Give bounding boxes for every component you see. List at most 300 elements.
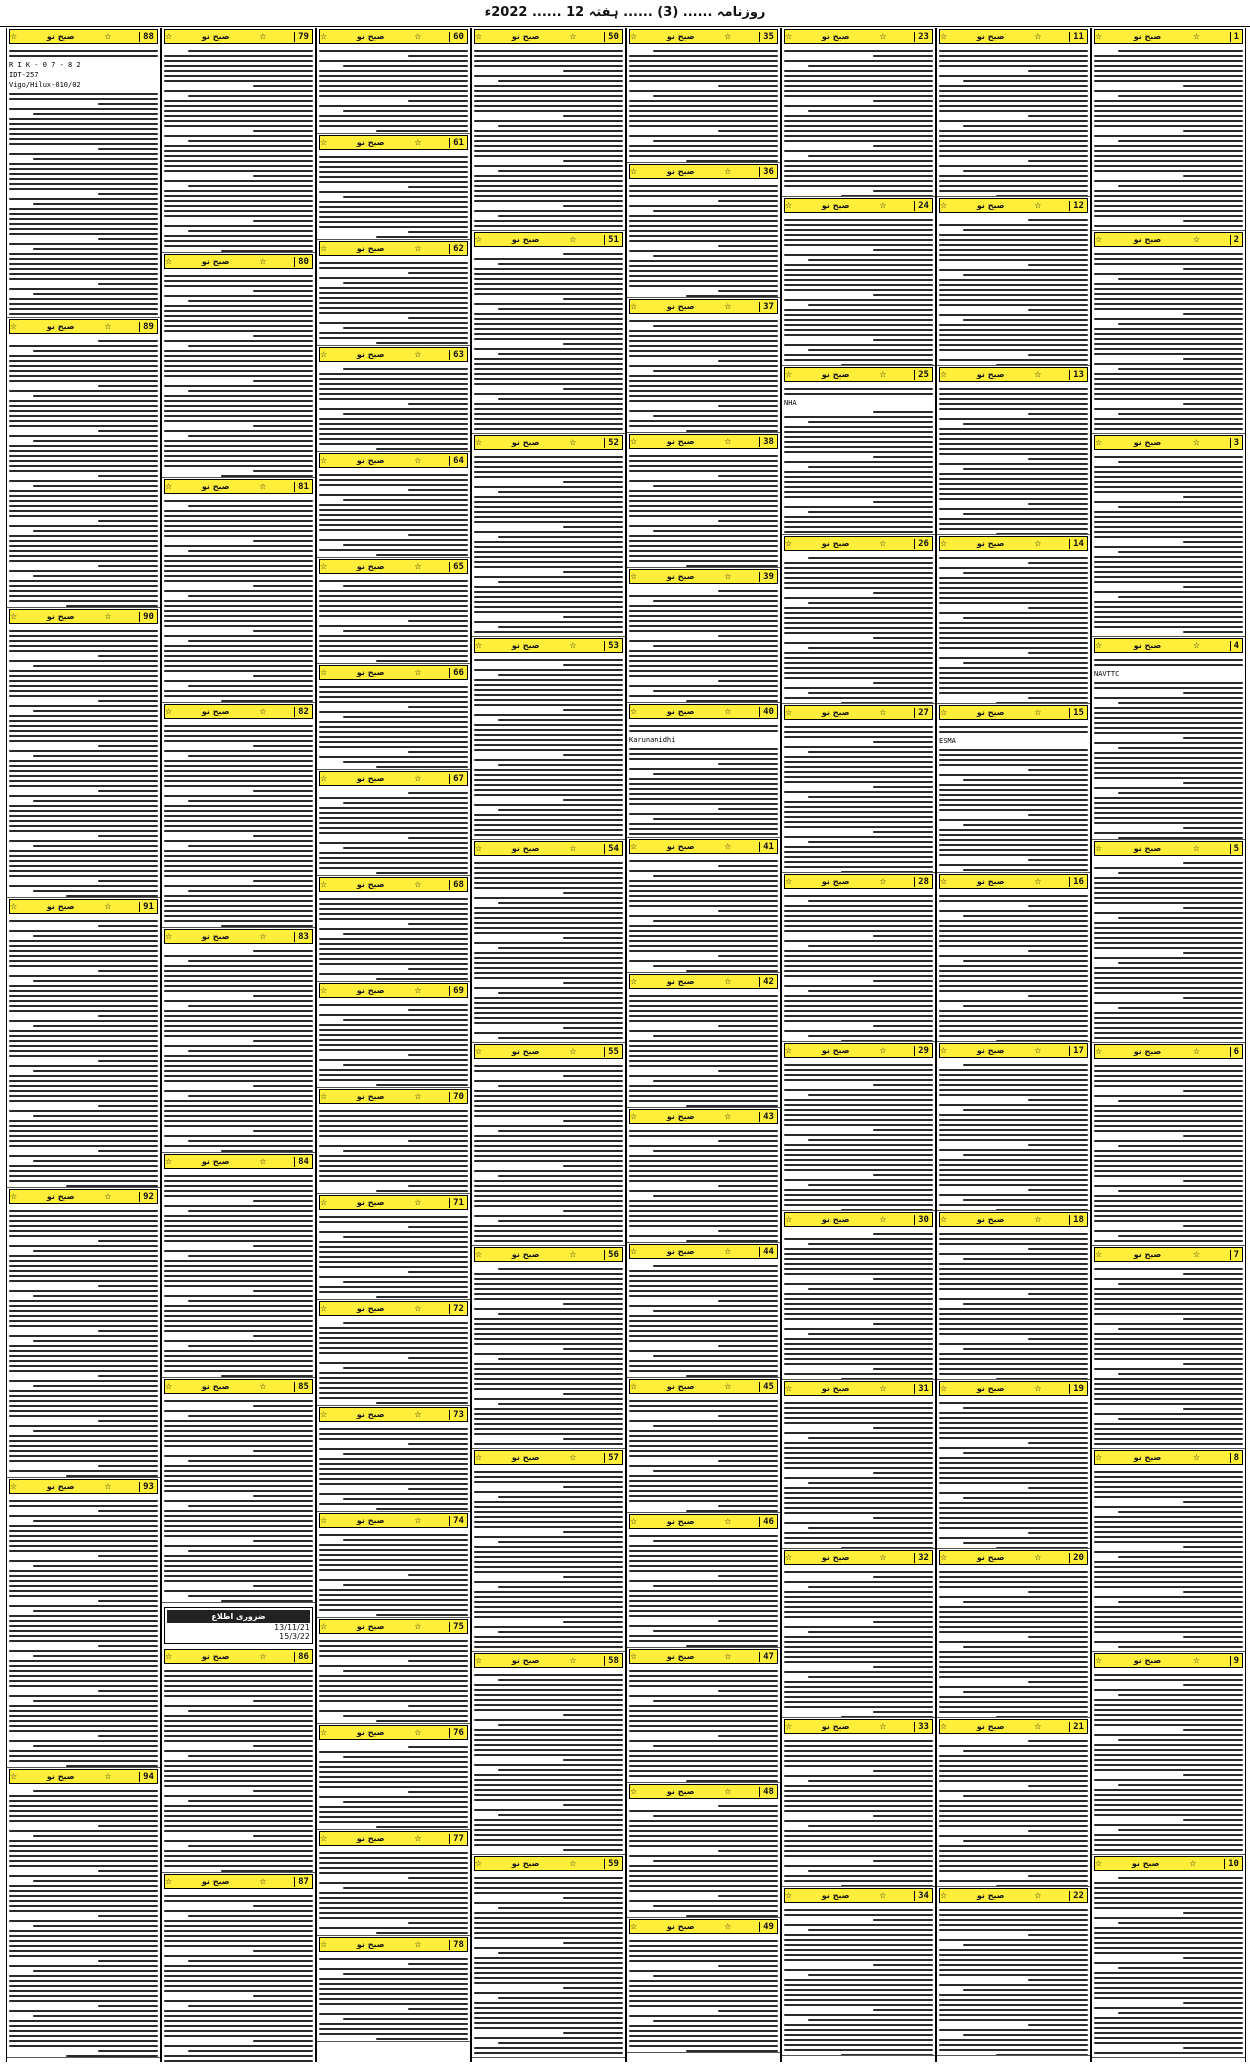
text-line [164, 1970, 313, 1972]
star-icon: ☆ [475, 235, 483, 244]
text-line [319, 1549, 468, 1551]
text-line [343, 1715, 468, 1717]
star-icon: ☆ [414, 350, 422, 359]
text-line [939, 935, 1088, 937]
text-line [98, 1375, 158, 1377]
ad-brand: صبح نو [666, 707, 695, 716]
text-line [939, 789, 1088, 791]
text-line [939, 1616, 1088, 1618]
classified-ad [937, 197, 1090, 366]
text-line [629, 1430, 778, 1432]
text-line [474, 922, 623, 924]
text-line [784, 821, 933, 823]
text-line [653, 818, 778, 820]
text-line [939, 804, 1088, 806]
text-line [784, 746, 933, 748]
text-line [474, 1699, 623, 1701]
text-line [1094, 165, 1243, 167]
text-line [164, 1185, 313, 1187]
text-line [9, 555, 158, 557]
text-line [1094, 1927, 1243, 1929]
text-line [1183, 952, 1243, 954]
ad-text-lines [1094, 1264, 1243, 1449]
text-line [319, 1231, 468, 1233]
text-line [9, 1225, 158, 1227]
text-line [319, 1897, 468, 1899]
text-line [629, 1075, 778, 1077]
text-line [939, 1527, 1088, 1529]
text-line [939, 1865, 1088, 1867]
text-line [164, 1010, 313, 1012]
star-icon: ☆ [724, 1517, 732, 1526]
text-line [629, 500, 778, 502]
ad-number: 57 [604, 1453, 622, 1463]
text-line [629, 1135, 778, 1137]
text-line [9, 308, 158, 310]
text-line [629, 1400, 778, 1402]
text-line [939, 2009, 1088, 2011]
text-line [474, 631, 623, 633]
text-line [9, 1620, 158, 1622]
text-line [474, 566, 623, 568]
classified-ad [1092, 434, 1245, 637]
text-line [319, 166, 468, 168]
text-line [784, 1805, 933, 1807]
text-line [784, 622, 933, 624]
text-line [9, 715, 158, 717]
text-line [718, 1185, 778, 1187]
text-line [164, 1975, 313, 1977]
ad-text-lines [939, 46, 1088, 197]
text-line [164, 1070, 313, 1072]
text-line [253, 1200, 313, 1202]
text-line [164, 1310, 313, 1312]
text-line [939, 945, 1088, 947]
text-line [653, 1815, 778, 1817]
star-icon: ☆ [414, 138, 422, 147]
text-line [498, 809, 623, 811]
text-line [1094, 1937, 1243, 1939]
text-line [1094, 1383, 1243, 1385]
classified-ad [782, 28, 935, 197]
text-line [9, 128, 158, 130]
text-line [629, 60, 778, 62]
ad-text-lines [164, 1396, 313, 1603]
text-line [653, 645, 778, 647]
ad-brand: صبح نو [666, 1247, 695, 1256]
text-line [9, 1130, 158, 1132]
ad-text-lines [1094, 1061, 1243, 1246]
text-line [164, 730, 313, 732]
text-line [164, 235, 313, 237]
ad-brand: صبح نو [356, 1410, 385, 1419]
text-line [474, 1892, 623, 1894]
text-line [629, 110, 778, 112]
ad-brand: صبح نو [666, 167, 695, 176]
text-line [939, 150, 1088, 152]
star-icon: ☆ [724, 302, 732, 311]
text-line [873, 831, 933, 833]
text-line [474, 1734, 623, 1736]
text-line [784, 1865, 933, 1867]
text-line [474, 2047, 623, 2049]
text-line [474, 1080, 623, 1082]
text-line [808, 647, 933, 649]
text-line [498, 1814, 623, 1816]
star-icon: ☆ [320, 562, 328, 571]
text-line [474, 288, 623, 290]
ad-header [939, 705, 1088, 720]
ad-text-lines [784, 1229, 933, 1380]
text-line [188, 1710, 313, 1712]
text-line [939, 930, 1088, 932]
text-line [808, 1243, 933, 1245]
text-line [1094, 1210, 1243, 1212]
ad-header [474, 638, 623, 653]
text-line [474, 1511, 623, 1513]
text-line [474, 1363, 623, 1365]
text-line [474, 872, 623, 874]
classified-ad [1092, 840, 1245, 1043]
text-line [629, 803, 778, 805]
text-line [784, 441, 933, 443]
text-line [9, 1990, 158, 1992]
text-line [1094, 180, 1243, 182]
text-line [629, 555, 778, 557]
text-line [9, 590, 158, 592]
text-line [474, 200, 623, 202]
text-line [784, 416, 933, 418]
text-line [498, 1037, 623, 1039]
classified-ad [317, 1194, 470, 1300]
text-line [784, 1348, 933, 1350]
text-line [629, 1995, 778, 1997]
text-line [9, 860, 158, 862]
text-line [784, 354, 933, 356]
text-line [1094, 787, 1243, 789]
text-line [939, 224, 1088, 226]
ad-brand: صبح نو [1133, 1250, 1162, 1259]
text-line [319, 433, 468, 435]
text-line [963, 513, 1088, 515]
text-line [939, 55, 1088, 57]
text-line [784, 1810, 933, 1812]
text-line [939, 1835, 1088, 1837]
text-line [1118, 1328, 1243, 1330]
text-line [498, 170, 623, 172]
text-line [873, 456, 933, 458]
text-line [629, 465, 778, 467]
text-line [9, 1515, 158, 1517]
ad-brand: صبح نو [356, 1516, 385, 1525]
text-line [784, 1005, 933, 1007]
text-line [808, 304, 933, 306]
star-icon: ☆ [414, 562, 422, 571]
text-line [653, 1035, 778, 1037]
ad-text-lines [629, 1261, 778, 1378]
ad-number: 23 [914, 32, 932, 42]
classified-ad [782, 366, 935, 535]
ad-brand: صبح نو [976, 1215, 1005, 1224]
text-line [164, 60, 313, 62]
text-line [653, 600, 778, 602]
text-line [1094, 1794, 1243, 1796]
text-line [784, 1934, 933, 1936]
ad-text-lines [629, 46, 778, 163]
text-line [9, 930, 158, 932]
text-line [808, 900, 933, 902]
text-line [9, 750, 158, 752]
star-icon: ☆ [569, 1656, 577, 1665]
text-line [1118, 1601, 1243, 1603]
text-line [629, 1695, 778, 1697]
text-line [474, 1526, 623, 1528]
text-line [9, 1380, 158, 1382]
text-line [629, 960, 778, 962]
text-line [9, 990, 158, 992]
text-line [474, 824, 623, 826]
text-line [474, 1240, 623, 1242]
text-line [98, 700, 158, 702]
star-icon: ☆ [785, 708, 793, 717]
text-line [164, 1795, 313, 1797]
text-line [784, 1497, 933, 1499]
text-line [319, 2033, 468, 2035]
text-line [474, 75, 623, 77]
text-line [474, 987, 623, 989]
text-line [1028, 814, 1088, 816]
text-line [629, 375, 778, 377]
text-line [164, 900, 313, 902]
text-line [9, 1270, 158, 1272]
text-line [253, 835, 313, 837]
text-line [939, 2029, 1088, 2031]
ad-header [629, 1514, 778, 1529]
text-line [629, 395, 778, 397]
text-line [33, 1250, 158, 1252]
text-line [474, 195, 623, 197]
text-line [563, 1303, 623, 1305]
text-line [1094, 1596, 1243, 1598]
text-line [164, 635, 313, 637]
text-line [939, 642, 1088, 644]
text-line [164, 1000, 313, 1002]
text-line [474, 1646, 623, 1648]
text-line [188, 1300, 313, 1302]
text-line [1183, 541, 1243, 543]
ad-brand: صبح نو [46, 1192, 75, 1201]
text-line [9, 685, 158, 687]
text-line [9, 93, 158, 95]
text-line [164, 1865, 313, 1867]
text-line [629, 1170, 778, 1172]
text-line [629, 665, 778, 667]
text-line [1094, 927, 1243, 929]
text-line [9, 490, 158, 492]
text-line [1094, 1471, 1243, 1473]
star-icon: ☆ [320, 1728, 328, 1737]
text-line [1094, 1125, 1243, 1127]
text-line [9, 1080, 158, 1082]
star-icon: ☆ [1095, 641, 1103, 650]
text-line [474, 1491, 623, 1493]
text-line [653, 1975, 778, 1977]
star-icon: ☆ [104, 612, 112, 621]
text-line [784, 165, 933, 167]
text-line [474, 862, 623, 864]
text-line [9, 415, 158, 417]
text-line [939, 190, 1088, 192]
text-line [1118, 1877, 1243, 1879]
text-line [319, 1155, 468, 1157]
text-line [319, 1291, 468, 1293]
text-line [1094, 476, 1243, 478]
classified-ad [7, 1478, 160, 1768]
text-line [9, 420, 158, 422]
star-icon: ☆ [1192, 1656, 1201, 1665]
text-line [164, 150, 313, 152]
text-line [9, 975, 158, 977]
text-line [319, 474, 468, 476]
text-line [939, 428, 1088, 430]
text-line [808, 1974, 933, 1976]
text-line [1094, 797, 1243, 799]
text-line [784, 1760, 933, 1762]
text-line [939, 1686, 1088, 1688]
text-line [963, 1989, 1088, 1991]
text-line [188, 1460, 313, 1462]
text-line [939, 819, 1088, 821]
text-line [808, 1870, 933, 1872]
text-line [33, 248, 158, 250]
ad-text-lines [784, 215, 933, 366]
text-line [1094, 1230, 1243, 1232]
text-line [939, 2049, 1088, 2051]
text-line [963, 423, 1088, 425]
text-line [629, 1190, 778, 1192]
text-line [319, 423, 468, 425]
text-line [221, 1375, 313, 1377]
text-line [1094, 1200, 1243, 1202]
text-line [319, 797, 468, 799]
text-line [474, 907, 623, 909]
text-line [1118, 185, 1243, 187]
text-line [1094, 1844, 1243, 1846]
text-line [939, 834, 1088, 836]
text-line [784, 185, 933, 187]
text-line [9, 450, 158, 452]
text-line [319, 171, 468, 173]
text-line [1094, 1764, 1243, 1766]
text-line [319, 1862, 468, 1864]
text-line [718, 635, 778, 637]
text-line [1094, 902, 1243, 904]
text-line [474, 749, 623, 751]
text-line [164, 1690, 313, 1692]
text-line [1094, 687, 1243, 689]
ad-text-lines [1094, 452, 1243, 637]
ad-header [474, 29, 623, 44]
text-line [939, 1775, 1088, 1777]
text-line [939, 1805, 1088, 1807]
text-line [319, 1130, 468, 1132]
text-line [164, 690, 313, 692]
text-line [474, 1937, 623, 1939]
star-icon: ☆ [475, 1047, 483, 1056]
text-line [939, 180, 1088, 182]
text-line [498, 674, 623, 676]
text-line [9, 1320, 158, 1322]
star-icon: ☆ [630, 1922, 638, 1931]
ad-text-lines [939, 1060, 1088, 1211]
text-line [1183, 496, 1243, 498]
text-line [784, 1442, 933, 1444]
text-line [474, 1739, 623, 1741]
text-line [319, 226, 468, 228]
text-line [653, 773, 778, 775]
text-line [9, 1360, 158, 1362]
text-line [1094, 190, 1243, 192]
text-line [474, 1601, 623, 1603]
text-line [784, 1795, 933, 1797]
text-line [629, 890, 778, 892]
ad-brand: صبح نو [201, 1877, 230, 1886]
text-line [1094, 215, 1243, 217]
text-line [784, 239, 933, 241]
text-line [653, 1585, 778, 1587]
text-line [164, 1175, 313, 1177]
text-line [629, 65, 778, 67]
text-line [784, 1308, 933, 1310]
text-line [474, 1839, 623, 1841]
text-line [474, 611, 623, 613]
text-line [1094, 1531, 1243, 1533]
text-line [33, 980, 158, 982]
text-line [319, 862, 468, 864]
text-line [653, 210, 778, 212]
text-line [873, 249, 933, 251]
text-line [9, 2035, 158, 2037]
text-line [474, 1882, 623, 1884]
text-line [1094, 867, 1243, 869]
text-line [1118, 1967, 1243, 1969]
star-icon: ☆ [1192, 438, 1201, 447]
text-line [9, 208, 158, 210]
text-line [629, 1875, 778, 1877]
ad-brand: صبح نو [666, 977, 695, 986]
classified-ad [627, 28, 780, 163]
text-line [1118, 1511, 1243, 1513]
text-line [629, 1020, 778, 1022]
text-line [9, 850, 158, 852]
text-line [629, 783, 778, 785]
ad-header [784, 198, 933, 213]
classified-ad [1092, 1043, 1245, 1246]
text-line [939, 1129, 1088, 1131]
ad-number: 91 [139, 902, 157, 912]
text-line [319, 726, 468, 728]
text-line [1094, 1423, 1243, 1425]
text-line [164, 1705, 313, 1707]
classified-ad [937, 1380, 1090, 1549]
star-icon: ☆ [414, 1410, 422, 1419]
text-line [939, 349, 1088, 351]
ad-brand: صبح نو [666, 842, 695, 851]
text-line [784, 1164, 933, 1166]
text-line [319, 1251, 468, 1253]
text-line [376, 554, 468, 556]
text-line [474, 1225, 623, 1227]
